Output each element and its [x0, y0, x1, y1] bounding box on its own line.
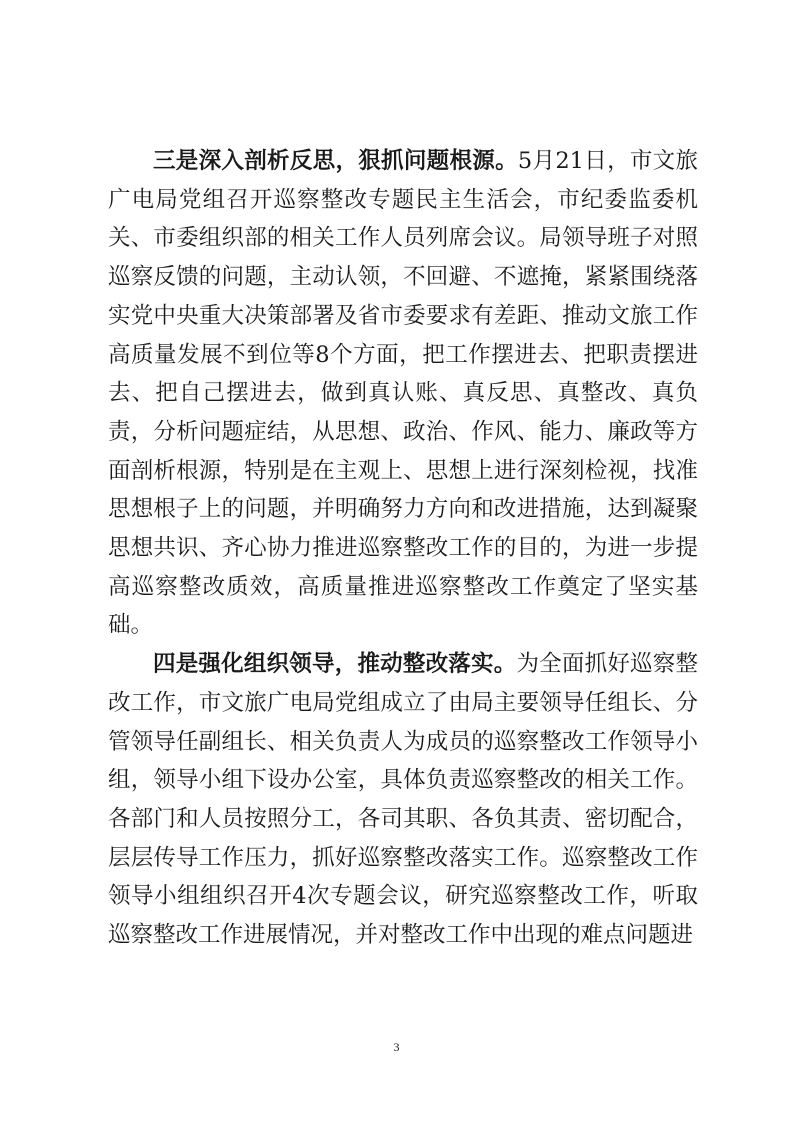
paragraph-lead: 三是深入剖析反思，狠抓问题根源。: [153, 148, 518, 174]
paragraph-lead: 四是强化组织领导，推动整改落实。: [153, 651, 517, 678]
paragraph-text: 5月21日，市文旅广电局党组召开巡察整改专题民主生活会，市纪委监委机关、市委组织部的相关工作人员列席会议。局领导班子对照巡察反馈的问题，主动认领，不回避、不遮掩，紧紧围绕落实党中央重大决策部署及省市委要求有差距、推动文旅工作高质量发展不到位等8个方面，把工作摆进去、把职责摆进去、把自己摆进去，做到真认账、真反思、真整改、真负责，分析问题症结，从思想、政治、作风、能力、廉政等方面剖析根源，特别是在主观上、思想上进行深刻检视，找准思想根子上的问题，并明确努力方向和改进措施，达到凝聚思想共识、齐心协力推进巡察整改工作的目的，为进一步提高巡察整改质效，高质量推进巡察整改工作奠定了坚实基础。: [108, 148, 698, 639]
paragraph-text: 为全面抓好巡察整改工作，市文旅广电局党组成立了由局主要领导任组长、分管领导任副组长、相关负责人为成员的巡察整改工作领导小组，领导小组下设办公室，具体负责巡察整改的相关工作。各部门和人员按照分工，各司其职、各负其责、密切配合，层层传导工作压力，抓好巡察整改落实工作。巡察整改工作领导小组组织召开4次专题会议，研究巡察整改工作，听取巡察整改工作进展情况，并对整改工作中出现的难点问题进: [108, 651, 698, 949]
document-body: [108, 142, 698, 955]
paragraph-deep-analysis: [108, 142, 698, 645]
page-number: 3: [393, 1040, 400, 1054]
paragraph-organizational-leadership: [108, 645, 698, 955]
